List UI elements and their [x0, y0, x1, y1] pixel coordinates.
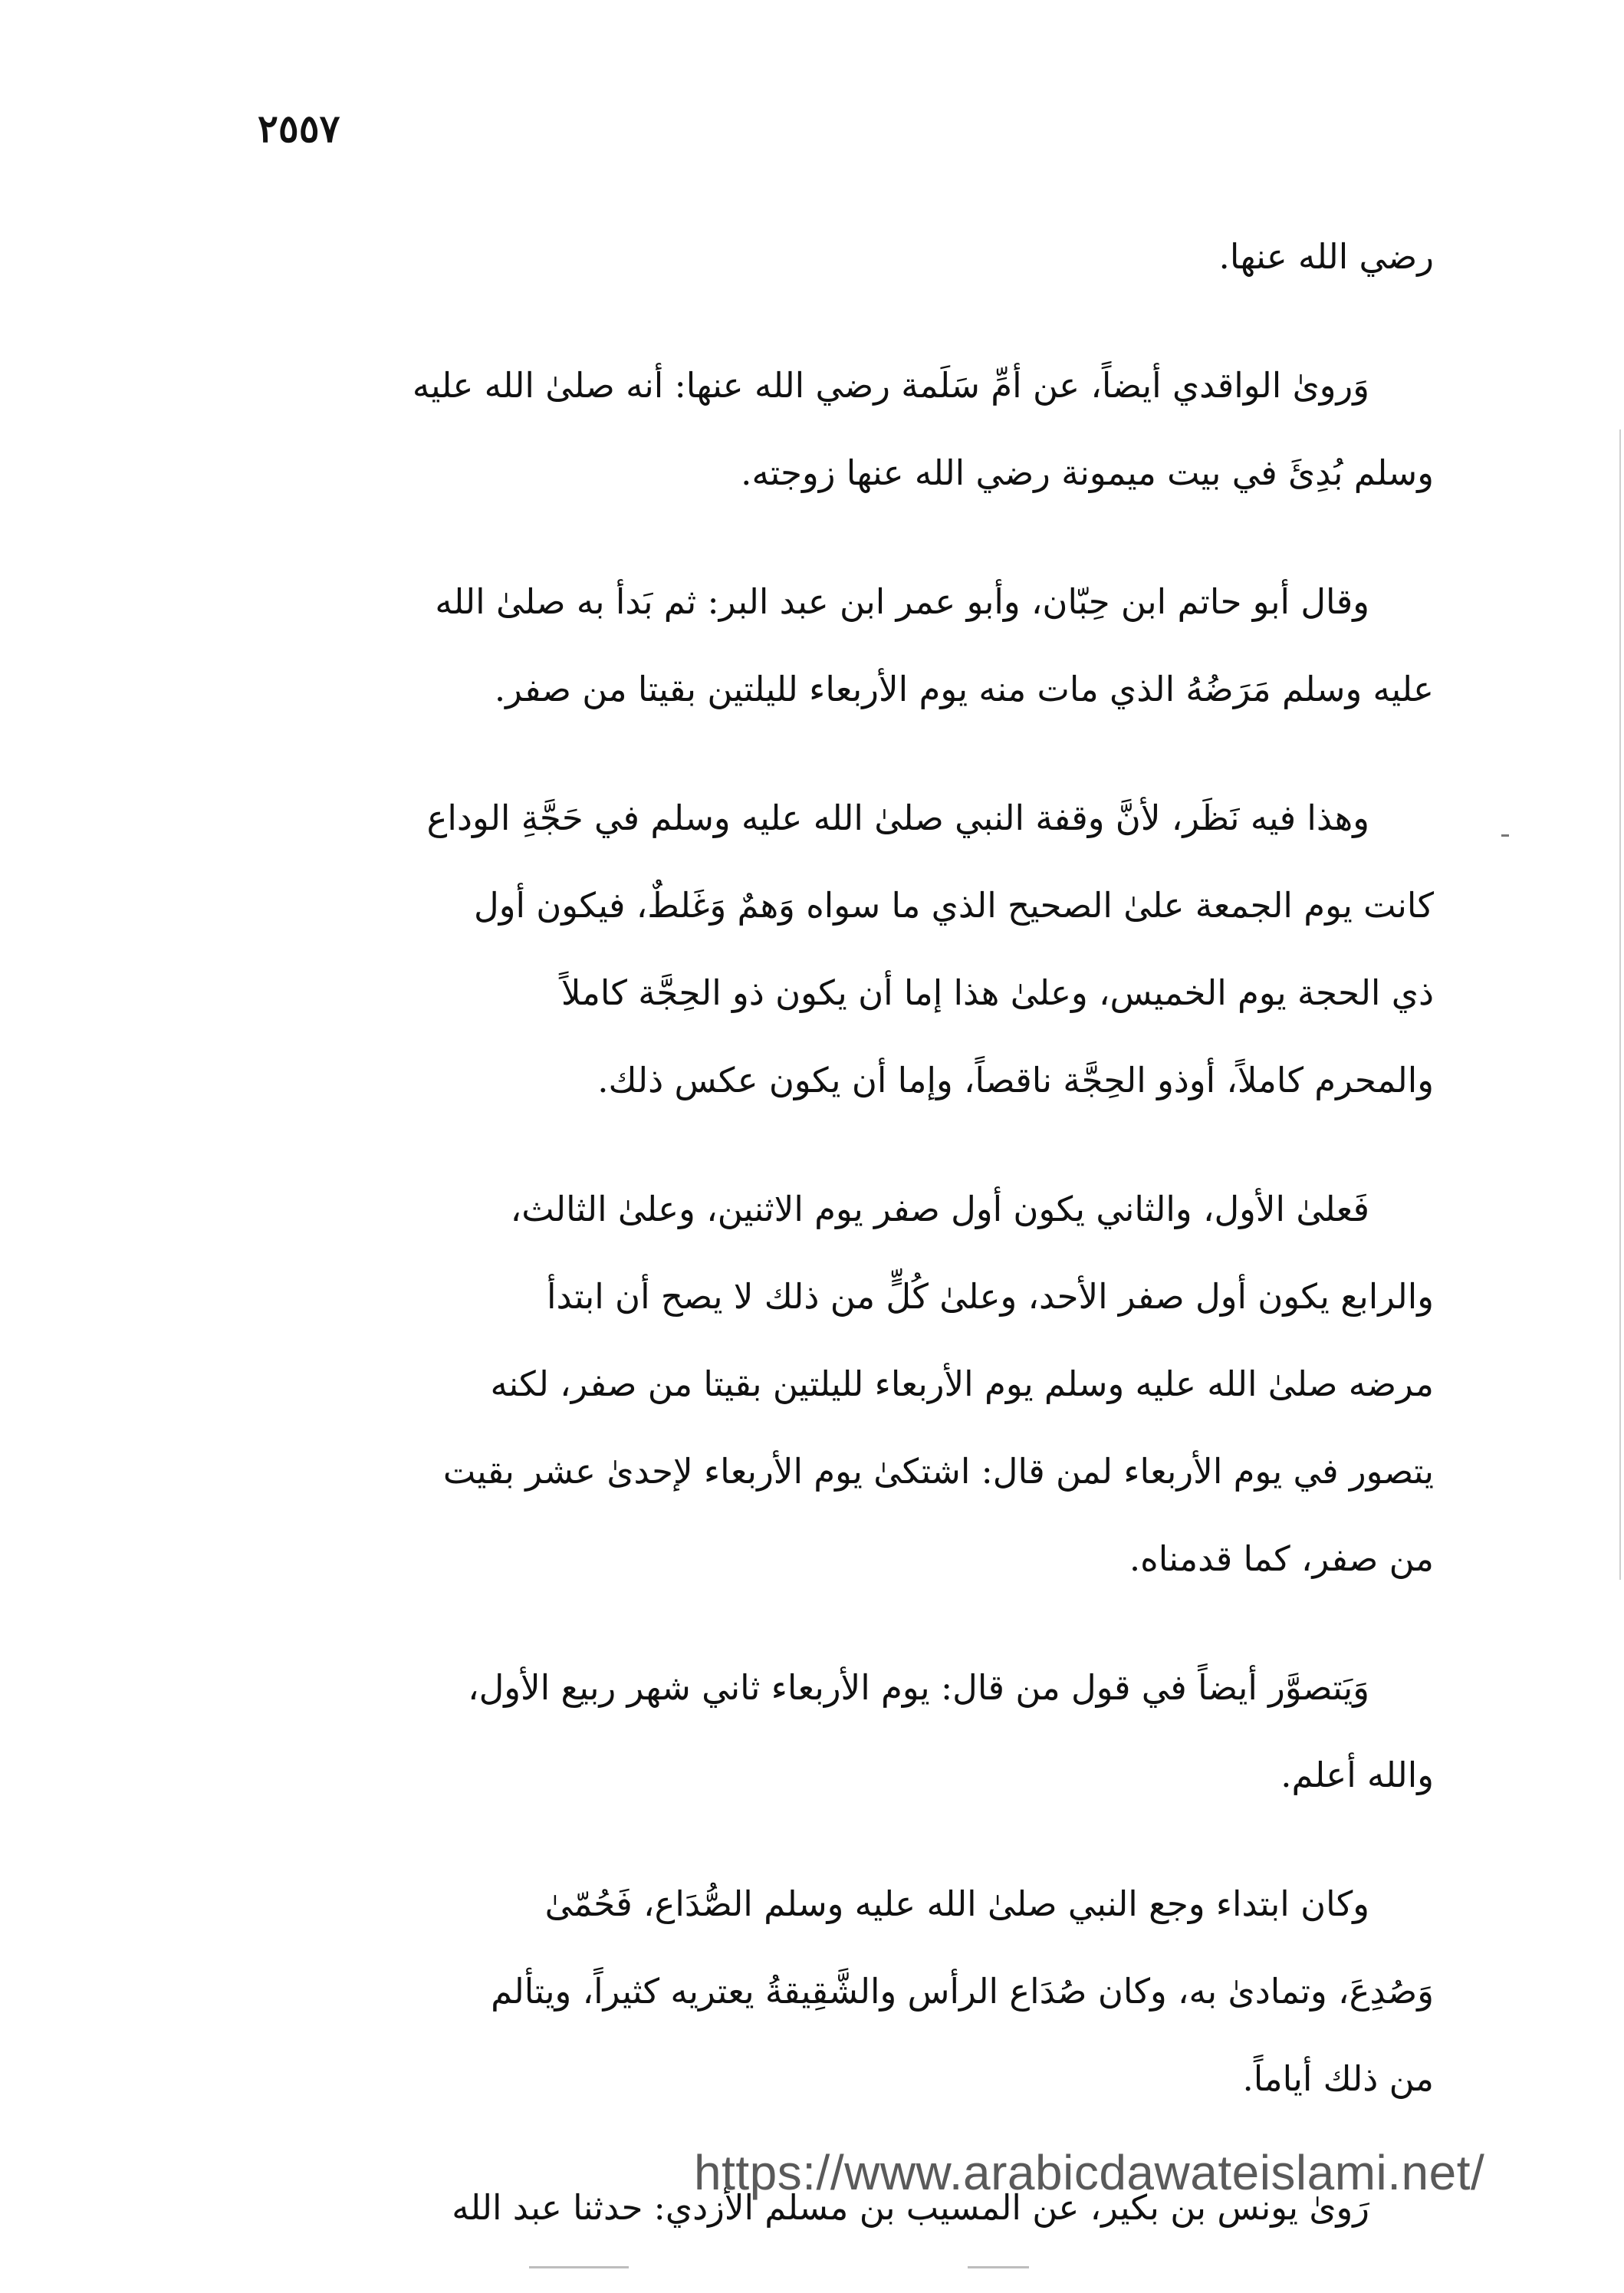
scan-edge-line	[1619, 429, 1621, 1580]
text-line: وَيَتصوَّر أيضاً في قول من قال: يوم الأربعاء ثاني شهر ربيع الأول،	[468, 1667, 1369, 1708]
text-line: والله أعلم.	[1280, 1755, 1434, 1795]
text-line: وقال أبو حاتم ابن حِبّان، وأبو عمر ابن عبد البر: ثم بَدأ به صلىٰ الله	[435, 581, 1369, 622]
footer-rule	[968, 2266, 1029, 2268]
text-line: رضي الله عنها.	[1218, 236, 1434, 277]
text-line: وسلم بُدِئَ في بيت ميمونة رضي الله عنها زوجته.	[741, 452, 1434, 493]
paragraph-4	[261, 775, 1434, 1124]
footer-rule	[529, 2266, 629, 2268]
page-number: ٢٥٥٧	[258, 106, 340, 151]
text-line: والمحرم كاملاً، أوذو الحِجَّة ناقصاً، وإما أن يكون عكس ذلك.	[597, 1060, 1434, 1100]
text-line: وَروىٰ الواقدي أيضاً، عن أمِّ سَلَمة رضي الله عنها: أنه صلىٰ الله عليه	[412, 365, 1369, 406]
text-line: عليه وسلم مَرَضُهُ الذي مات منه يوم الأربعاء لليلتين بقيتا من صفر.	[494, 669, 1434, 709]
paragraph-6	[261, 1644, 1434, 1819]
text-line: وهذا فيه نَظَر، لأنَّ وقفة النبي صلىٰ الله عليه وسلم في حَجَّةِ الوداع	[426, 798, 1369, 838]
text-line: مرضه صلىٰ الله عليه وسلم يوم الأربعاء لليلتين بقيتا من صفر، لكنه	[490, 1364, 1434, 1404]
paragraph-7	[261, 1860, 1434, 2123]
paragraph-2	[261, 342, 1434, 517]
paragraph-3	[261, 558, 1434, 733]
paragraph-1	[261, 213, 1434, 301]
text-line: والرابع يكون أول صفر الأحد، وعلىٰ كُلٍّ من ذلك لا يصح أن ابتدأ	[547, 1276, 1434, 1317]
text-line: من صفر، كما قدمناه.	[1129, 1538, 1434, 1579]
text-line: كانت يوم الجمعة علىٰ الصحيح الذي ما سواه وَهمٌ وَغَلطٌ، فيكون أول	[474, 885, 1434, 926]
text-line: رَوىٰ يونس بن بكير، عن المسيب بن مسلم الأزدي: حدثنا عبد الله	[452, 2187, 1369, 2228]
paragraph-5	[261, 1166, 1434, 1603]
scan-speck	[1501, 834, 1509, 837]
body-text	[261, 213, 1434, 2293]
text-line: وَصُدِعَ، وتمادىٰ به، وكان صُدَاع الرأس والشَّقِيقةُ يعتريه كثيراً، ويتألم	[491, 1971, 1434, 2012]
text-line: من ذلك أياماً.	[1242, 2058, 1434, 2099]
text-line: يتصور في يوم الأربعاء لمن قال: اشتكىٰ يوم الأربعاء لإحدىٰ عشر بقيت	[442, 1451, 1434, 1492]
text-line: ذي الحجة يوم الخميس، وعلىٰ هذا إما أن يكون ذو الحِجَّة كاملاً	[561, 972, 1434, 1013]
text-line: فَعلىٰ الأول، والثاني يكون أول صفر يوم الاثنين، وعلىٰ الثالث،	[510, 1189, 1369, 1229]
watermark-url: https://www.arabicdawateislami.net/	[694, 2145, 1485, 2200]
text-line: وكان ابتداء وجع النبي صلىٰ الله عليه وسلم الصُّدَاع، فَحُمّىٰ	[544, 1883, 1369, 1924]
